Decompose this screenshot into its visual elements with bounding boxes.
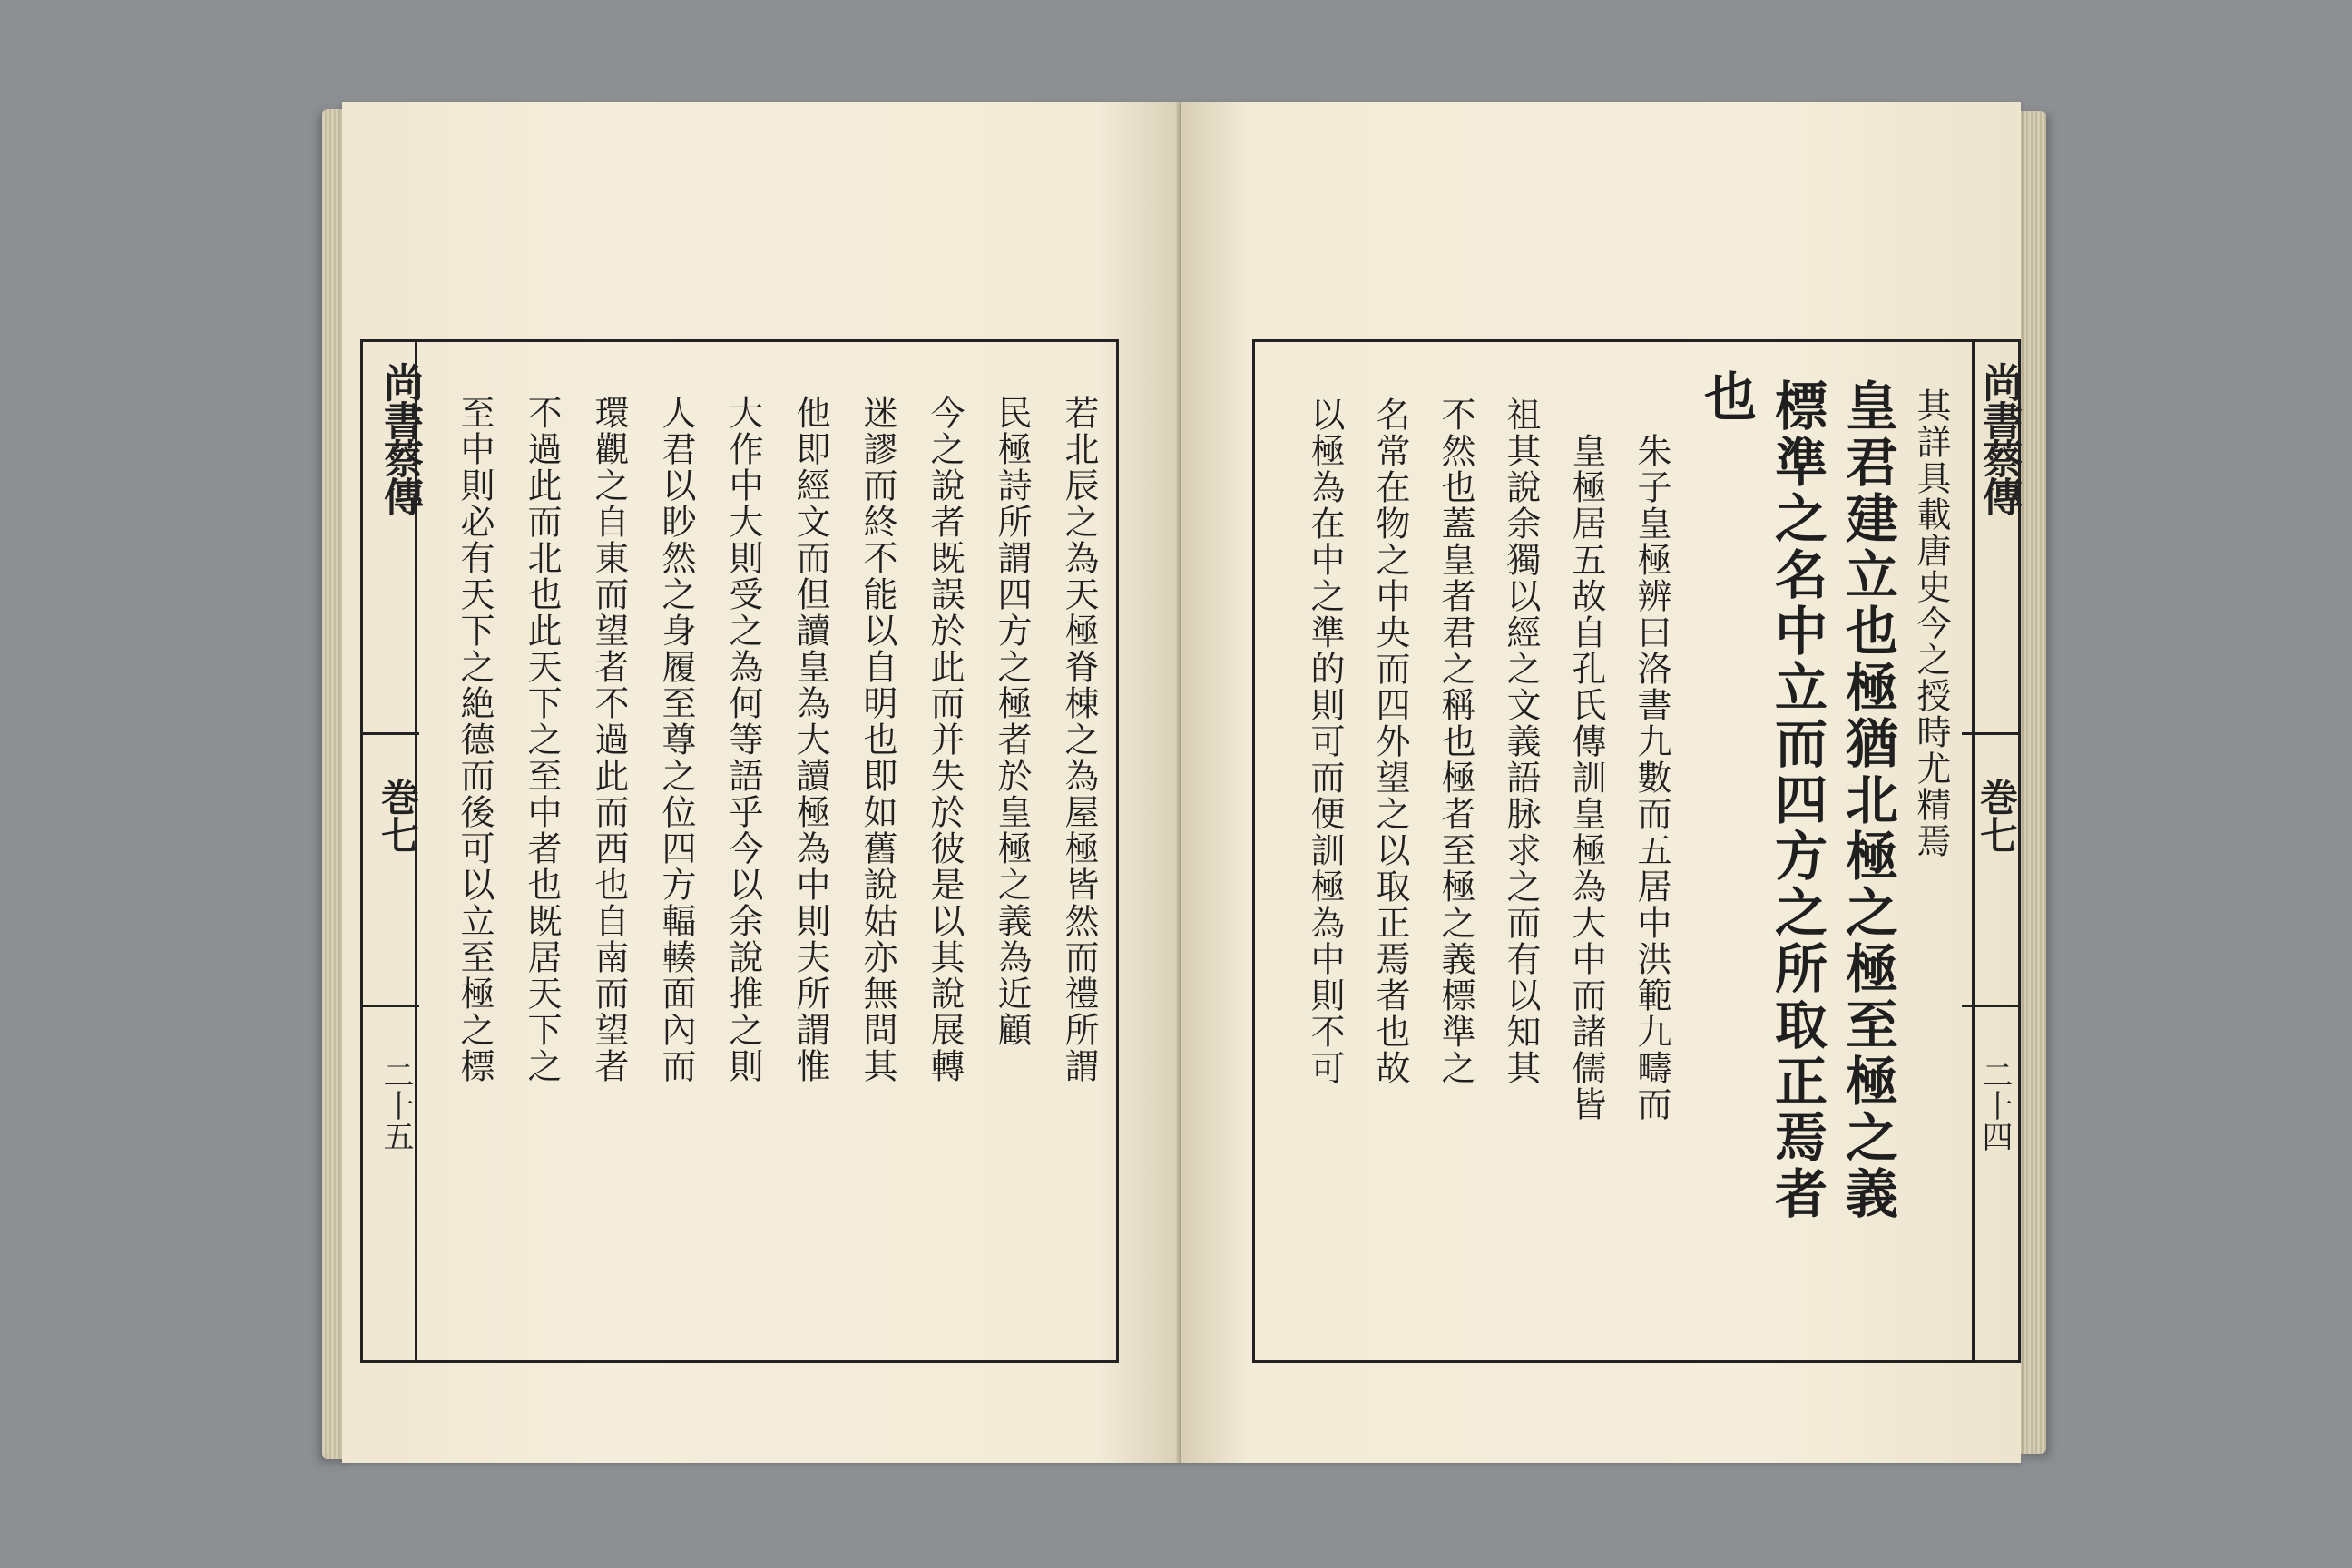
text-column: 民極詩所謂四方之極者於皇極之義為近顧 bbox=[992, 395, 1032, 1048]
fish-tail-upper bbox=[363, 732, 419, 735]
text-column: 皇極居五故自孔氏傳訓皇極為大中而諸儒皆 bbox=[1566, 433, 1606, 1122]
hanshin-folio: 二十五 bbox=[377, 1059, 414, 1152]
hanshin-folio: 二十四 bbox=[1976, 1059, 2013, 1152]
text-column: 迷謬而終不能以自明也即如舊說姑亦無問其 bbox=[858, 395, 897, 1084]
text-frame-right bbox=[1252, 339, 1975, 1363]
text-column: 今之說者既誤於此而并失於彼是以其說展轉 bbox=[925, 395, 965, 1084]
text-column: 朱子皇極辨曰洛書九數而五居中洪範九疇而 bbox=[1632, 433, 1671, 1122]
left-hanshin bbox=[360, 339, 423, 1363]
fish-tail-lower bbox=[363, 1004, 419, 1007]
text-column: 不然也蓋皇者君之稱也極者至極之義標準之 bbox=[1436, 397, 1475, 1086]
heading-column: 標準之名中立而四方之所取正焉者 bbox=[1766, 378, 1828, 1222]
text-column: 不過此而北也此天下之至中者也既居天下之 bbox=[522, 395, 562, 1084]
text-column: 大作中大則受之為何等語乎今以余說推之則 bbox=[723, 395, 763, 1084]
heading-column: 也 bbox=[1695, 369, 1757, 426]
hanshin-volume: 巻七 bbox=[376, 778, 420, 854]
heading-column: 皇君建立也極猶北極之極至極之義 bbox=[1837, 378, 1898, 1222]
text-column: 他即經文而但讀皇為大讀極為中則夫所謂惟 bbox=[790, 395, 830, 1084]
hanshin-volume: 巻七 bbox=[1975, 778, 2019, 854]
text-column: 至中則必有天下之絶德而後可以立至極之標 bbox=[455, 395, 495, 1084]
hanshin-title: 尚書蔡傳 bbox=[377, 362, 423, 514]
left-page bbox=[342, 102, 1181, 1463]
text-column: 名常在物之中央而四外望之以取正焉者也故 bbox=[1370, 397, 1410, 1086]
text-column: 祖其說余獨以經之文義語脉求之而有以知其 bbox=[1501, 397, 1541, 1086]
text-column: 人君以眇然之身履至尊之位四方輻輳面內而 bbox=[656, 395, 696, 1084]
text-column: 其詳具載唐史今之授時尤精焉 bbox=[1911, 387, 1951, 859]
open-book bbox=[322, 102, 2046, 1463]
text-frame-left bbox=[415, 339, 1119, 1363]
text-column: 以極為在中之準的則可而便訓極為中則不可 bbox=[1305, 397, 1345, 1086]
hanshin-title: 尚書蔡傳 bbox=[1975, 362, 2022, 514]
text-column: 環觀之自東而望者不過此而西也自南而望者 bbox=[589, 395, 629, 1084]
text-column: 若北辰之為天極脊棟之為屋極皆然而禮所謂 bbox=[1059, 395, 1099, 1084]
right-page bbox=[1181, 102, 2021, 1463]
